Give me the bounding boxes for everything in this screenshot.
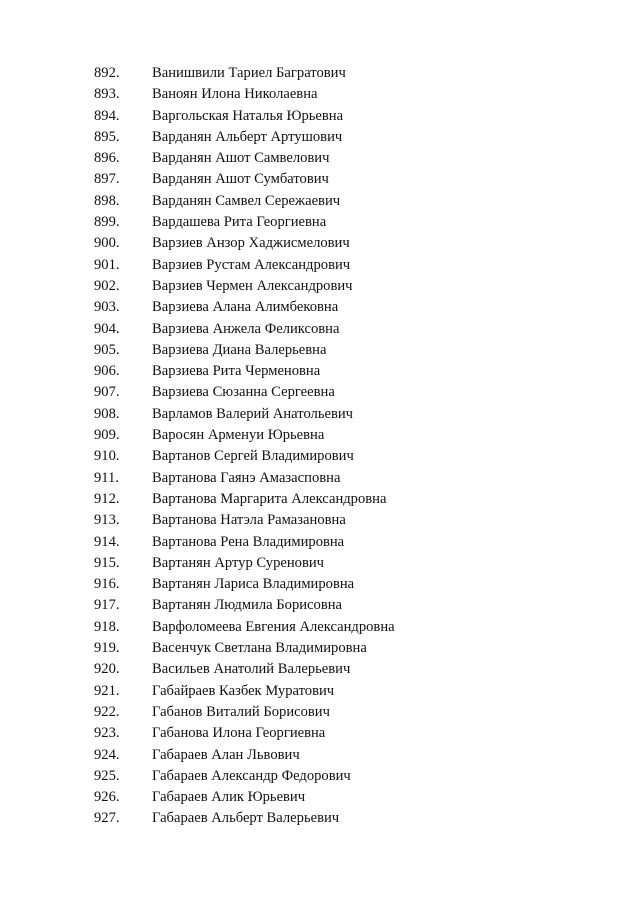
- person-name: Габараев Альберт Валерьевич: [152, 810, 340, 827]
- item-number: 914.: [94, 533, 120, 550]
- item-number: 922.: [94, 703, 120, 720]
- person-name: Варламов Валерий Анатольевич: [152, 405, 354, 422]
- item-number: 909.: [94, 427, 120, 444]
- person-name: Васильев Анатолий Валерьевич: [152, 661, 351, 678]
- item-number: 917.: [94, 597, 120, 614]
- list-item: [94, 468, 395, 489]
- person-name: Варзиев Анзор Хаджисмелович: [152, 235, 350, 252]
- item-number: 921.: [94, 682, 120, 699]
- person-name: Варзиева Сюзанна Сергеевна: [152, 384, 335, 401]
- person-name: Вартанова Гаянэ Амазасповна: [152, 469, 341, 486]
- person-name: Варданян Альберт Артушович: [152, 128, 343, 145]
- person-name: Варзиева Диана Валерьевна: [152, 341, 327, 358]
- person-name: Варзиева Анжела Феликсовна: [152, 320, 340, 337]
- list-item: [94, 553, 395, 574]
- person-name: Варзиев Чермен Александрович: [152, 277, 353, 294]
- item-number: 906.: [94, 363, 120, 380]
- person-name: Варфоломеева Евгения Александровна: [152, 618, 395, 635]
- person-name: Вардашева Рита Георгиевна: [152, 214, 327, 231]
- item-number: 905.: [94, 341, 120, 358]
- item-number: 895.: [94, 128, 120, 145]
- list-item: [94, 787, 395, 808]
- list-item: [94, 191, 395, 212]
- item-number: 918.: [94, 618, 120, 635]
- person-name: Варзиев Рустам Александрович: [152, 256, 351, 273]
- list-item: [94, 489, 395, 510]
- item-number: 893.: [94, 86, 120, 103]
- person-name: Вартанян Лариса Владимировна: [152, 576, 355, 593]
- list-item: [94, 595, 395, 616]
- person-name: Варзиева Алана Алимбековна: [152, 299, 339, 316]
- list-item: [94, 319, 395, 340]
- item-number: 913.: [94, 512, 120, 529]
- item-number: 908.: [94, 405, 120, 422]
- item-number: 897.: [94, 171, 120, 188]
- list-item: [94, 425, 395, 446]
- list-item: [94, 659, 395, 680]
- person-name: Вартанова Натэла Рамазановна: [152, 512, 346, 529]
- person-name: Вартанова Маргарита Александровна: [152, 490, 387, 507]
- list-item: [94, 638, 395, 659]
- list-item: [94, 382, 395, 403]
- item-number: 904.: [94, 320, 120, 337]
- person-name: Габанов Виталий Борисович: [152, 703, 330, 720]
- item-number: 912.: [94, 490, 120, 507]
- item-number: 923.: [94, 725, 120, 742]
- item-number: 911.: [94, 469, 119, 486]
- item-number: 900.: [94, 235, 120, 252]
- list-item: [94, 681, 395, 702]
- list-item: [94, 276, 395, 297]
- list-item: [94, 510, 395, 531]
- item-number: 915.: [94, 554, 120, 571]
- list-item: [94, 212, 395, 233]
- person-name: Вартанова Рена Владимировна: [152, 533, 345, 550]
- person-name: Ванишвили Тариел Багратович: [152, 65, 346, 81]
- item-number: 910.: [94, 448, 120, 465]
- list-item: [94, 255, 395, 276]
- person-name: Варданян Ашот Сумбатович: [152, 171, 329, 188]
- list-item: [94, 233, 395, 254]
- person-name: Габайраев Казбек Муратович: [152, 682, 335, 699]
- list-item: [94, 404, 395, 425]
- person-name: Вартанов Сергей Владимирович: [152, 448, 354, 465]
- item-number: 901.: [94, 256, 120, 273]
- list-item: [94, 574, 395, 595]
- person-name: Вартанян Артур Суренович: [152, 554, 324, 571]
- item-number: 899.: [94, 214, 120, 231]
- item-number: 896.: [94, 150, 120, 167]
- list-item: [94, 63, 395, 84]
- item-number: 924.: [94, 746, 120, 763]
- item-number: 898.: [94, 192, 120, 209]
- list-item: [94, 84, 395, 105]
- list-item: [94, 148, 395, 169]
- list-item: [94, 766, 395, 787]
- item-number: 907.: [94, 384, 120, 401]
- item-number: 926.: [94, 789, 120, 806]
- item-number: 927.: [94, 810, 120, 827]
- item-number: 925.: [94, 767, 120, 784]
- person-name: Варгольская Наталья Юрьевна: [152, 107, 344, 124]
- person-name: Варданян Ашот Самвелович: [152, 150, 330, 167]
- person-name: Варданян Самвел Сережаевич: [152, 192, 341, 209]
- person-name: Варзиева Рита Черменовна: [152, 363, 321, 380]
- list-item: [94, 446, 395, 467]
- person-name: Варосян Арменуи Юрьевна: [152, 427, 325, 444]
- list-item: [94, 723, 395, 744]
- person-name: Васенчук Светлана Владимировна: [152, 640, 367, 657]
- person-name: Габараев Алик Юрьевич: [152, 789, 306, 806]
- item-number: 902.: [94, 277, 120, 294]
- list-item: [94, 127, 395, 148]
- item-number: 892.: [94, 65, 120, 81]
- list-item: [94, 702, 395, 723]
- list-item: [94, 532, 395, 553]
- list-item: [94, 361, 395, 382]
- person-name: Габараев Александр Федорович: [152, 767, 351, 784]
- list-item: [94, 617, 395, 638]
- item-number: 919.: [94, 640, 120, 657]
- item-number: 894.: [94, 107, 120, 124]
- item-number: 920.: [94, 661, 120, 678]
- list-item: [94, 745, 395, 766]
- list-item: [94, 808, 395, 829]
- list-item: [94, 106, 395, 127]
- person-name: Габанова Илона Георгиевна: [152, 725, 326, 742]
- item-number: 903.: [94, 299, 120, 316]
- person-name: Ваноян Илона Николаевна: [152, 86, 318, 103]
- person-name: Вартанян Людмила Борисовна: [152, 597, 343, 614]
- numbered-name-list: [94, 63, 395, 830]
- item-number: 916.: [94, 576, 120, 593]
- list-item: [94, 169, 395, 190]
- list-item: [94, 340, 395, 361]
- person-name: Габараев Алан Львович: [152, 746, 300, 763]
- list-item: [94, 297, 395, 318]
